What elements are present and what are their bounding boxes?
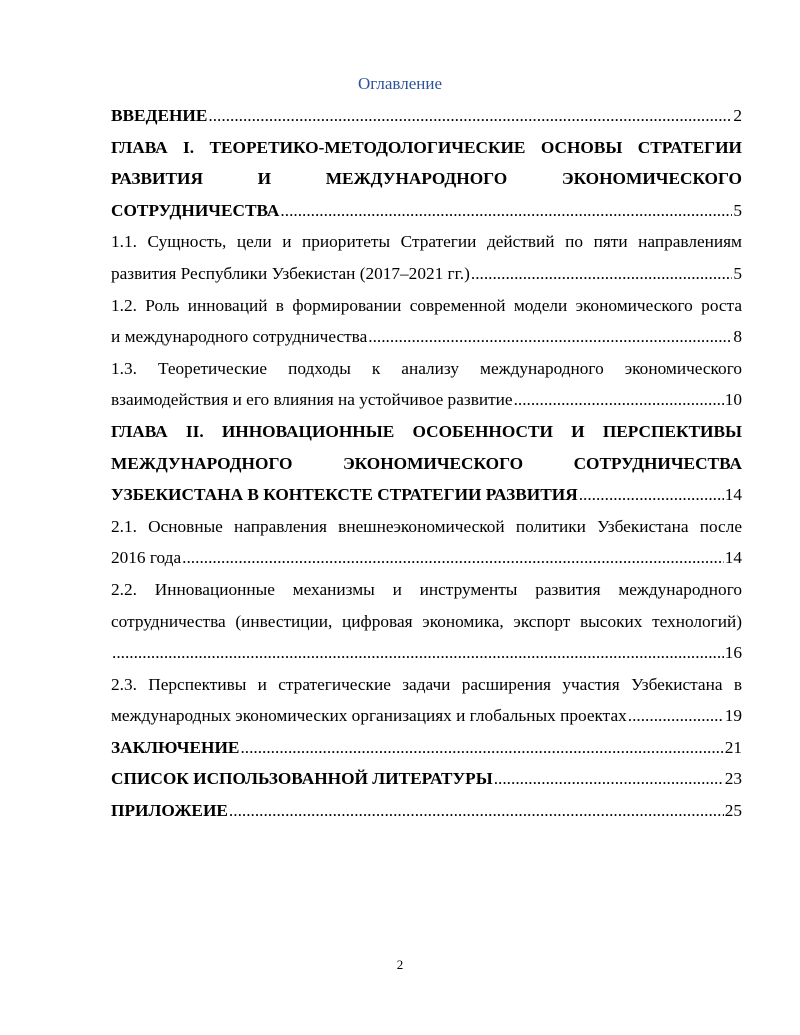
dot-leader [514, 384, 724, 416]
toc-entry[interactable] [111, 290, 742, 353]
toc-page-number: 16 [724, 643, 742, 663]
dot-leader [368, 321, 732, 353]
toc-page-number: 5 [733, 263, 742, 283]
toc-entry-line: 1.2. Роль инноваций в формировании современной модели экономического роста [111, 295, 742, 315]
toc-entry-title: международных экономических организациях и глобальных проектах [111, 706, 627, 726]
toc-page-number: 14 [724, 485, 742, 505]
toc-entry-final-line [111, 195, 742, 227]
toc-entry[interactable] [111, 732, 742, 764]
toc-entry-title: 2016 года [111, 548, 182, 568]
toc-entry-line: МЕЖДУНАРОДНОГО ЭКОНОМИЧЕСКОГО СОТРУДНИЧЕСТВА [111, 453, 742, 473]
toc-entry-line: 2.2. Инновационные механизмы и инструменты развития международного [111, 579, 742, 599]
toc-page-number: 5 [733, 200, 742, 220]
toc-page-number: 8 [733, 327, 742, 347]
toc-entry-final-line [111, 100, 742, 132]
toc-entry-final-line [111, 258, 742, 290]
toc-page-number: 14 [724, 548, 742, 568]
toc-entry-line: ГЛАВА I. ТЕОРЕТИКО-МЕТОДОЛОГИЧЕСКИЕ ОСНОВЫ СТРАТЕГИИ [111, 137, 742, 157]
toc-entry-line: 2.1. Основные направления внешнеэкономической политики Узбекистана после [111, 516, 742, 536]
toc-entry-final-line [111, 763, 742, 795]
toc-entry[interactable] [111, 669, 742, 732]
toc-entry-line: 1.1. Сущность, цели и приоритеты Стратегии действий по пяти направлениям [111, 232, 742, 252]
toc-entry-title: СПИСОК ИСПОЛЬЗОВАННОЙ ЛИТЕРАТУРЫ [111, 769, 493, 789]
toc-entry-title: и международного сотрудничества [111, 327, 368, 347]
toc-entry-final-line [111, 321, 742, 353]
toc-page-number: 21 [724, 737, 742, 757]
toc-entry-title: взаимодействия и его влияния на устойчивое развитие [111, 390, 513, 410]
toc-entry-line: ГЛАВА II. ИННОВАЦИОННЫЕ ОСОБЕННОСТИ И ПЕРСПЕКТИВЫ [111, 421, 742, 441]
dot-leader [208, 100, 732, 132]
toc-page-number: 25 [724, 801, 742, 821]
toc-entry[interactable] [111, 763, 742, 795]
toc-page-number: 19 [724, 706, 742, 726]
toc-entry-title: ВВЕДЕНИЕ [111, 106, 208, 125]
toc-entry-final-line [111, 795, 742, 827]
toc-entry-title: СОТРУДНИЧЕСТВА [111, 200, 280, 220]
toc-entry[interactable] [111, 416, 742, 511]
toc-entry[interactable] [111, 574, 742, 669]
toc-entry-final-line [111, 732, 742, 764]
dot-leader [280, 195, 732, 227]
toc-entry[interactable] [111, 511, 742, 574]
dot-leader [471, 258, 732, 290]
toc-entry-final-line [111, 384, 742, 416]
toc-entry-final-line [111, 637, 742, 669]
toc-entry-title: развития Республики Узбекистан (2017–2021 гг.) [111, 263, 470, 283]
dot-leader [579, 479, 724, 511]
toc-entry[interactable] [111, 353, 742, 416]
toc-entry-final-line [111, 479, 742, 511]
toc-entry-title: ПРИЛОЖЕИЕ [111, 801, 228, 821]
toc-page-number: 2 [733, 106, 742, 125]
toc-entry-line: РАЗВИТИЯ И МЕЖДУНАРОДНОГО ЭКОНОМИЧЕСКОГО [111, 169, 742, 189]
toc-entry-title: ЗАКЛЮЧЕНИЕ [111, 737, 240, 757]
toc-entry-line: 1.3. Теоретические подходы к анализу международного экономического [111, 358, 742, 378]
toc-title: Оглавление [358, 74, 442, 93]
dot-leader [182, 542, 724, 574]
toc-entry[interactable] [111, 795, 742, 827]
toc-page-number: 23 [724, 769, 742, 789]
toc-entry-final-line [111, 542, 742, 574]
table-of-contents [111, 100, 742, 827]
page-number: 2 [396, 957, 404, 972]
dot-leader [229, 795, 724, 827]
dot-leader [628, 700, 724, 732]
toc-entry-title: УЗБЕКИСТАНА В КОНТЕКСТЕ СТРАТЕГИИ РАЗВИТИЯ [111, 485, 578, 505]
toc-entry[interactable] [111, 132, 742, 227]
dot-leader [112, 637, 724, 669]
dot-leader [240, 732, 723, 764]
toc-entry[interactable] [111, 100, 742, 132]
toc-page-number: 10 [724, 390, 742, 410]
toc-entry-line: 2.3. Перспективы и стратегические задачи расширения участия Узбекистана в [111, 674, 742, 694]
toc-entry-final-line [111, 700, 742, 732]
toc-entry-line: сотрудничества (инвестиции, цифровая экономика, экспорт высоких технологий) [111, 611, 742, 631]
dot-leader [494, 763, 724, 795]
toc-entry[interactable] [111, 226, 742, 289]
